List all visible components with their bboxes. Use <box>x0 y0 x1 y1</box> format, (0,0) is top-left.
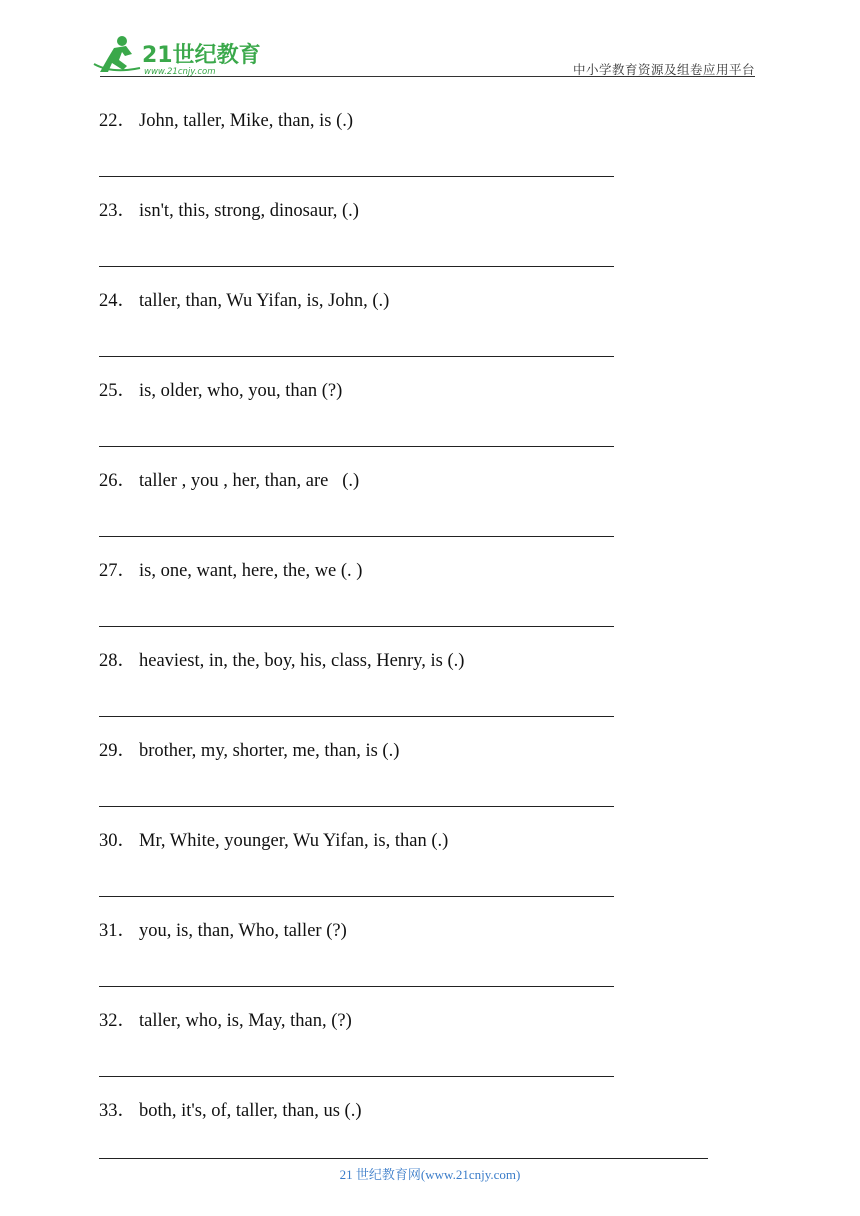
question-number: 29． <box>99 741 137 761</box>
runner-logo-icon <box>92 34 262 78</box>
question-list <box>99 108 719 1188</box>
question-item <box>99 648 719 738</box>
question-item <box>99 918 719 1008</box>
question-number: 27． <box>99 561 137 581</box>
question-text: is, older, who, you, than (?) <box>139 381 343 401</box>
question-number: 25． <box>99 381 137 401</box>
question-number: 33． <box>99 1101 137 1121</box>
answer-line[interactable] <box>99 446 614 447</box>
answer-line[interactable] <box>99 536 614 537</box>
logo-text: 21世纪教育 <box>142 43 261 68</box>
page-header <box>0 0 860 90</box>
question-text: taller, who, is, May, than, (?) <box>139 1011 352 1031</box>
question-number: 32． <box>99 1011 137 1031</box>
question-item <box>99 288 719 378</box>
question-item <box>99 378 719 468</box>
question-text: brother, my, shorter, me, than, is (.) <box>139 741 400 761</box>
answer-line[interactable] <box>99 356 614 357</box>
question-text: Mr, White, younger, Wu Yifan, is, than (.) <box>139 831 449 851</box>
question-text: both, it's, of, taller, than, us (.) <box>139 1101 362 1121</box>
answer-line[interactable] <box>99 1076 614 1077</box>
answer-line[interactable] <box>99 626 614 627</box>
question-item <box>99 738 719 828</box>
question-item <box>99 468 719 558</box>
header-divider <box>100 76 755 77</box>
question-item <box>99 558 719 648</box>
question-text: is, one, want, here, the, we (. ) <box>139 561 363 581</box>
question-item <box>99 198 719 288</box>
answer-line[interactable] <box>99 986 614 987</box>
answer-line[interactable] <box>99 806 614 807</box>
question-number: 22． <box>99 111 137 131</box>
logo-url: www.21cnjy.com <box>144 67 216 77</box>
footer-divider <box>99 1158 708 1159</box>
footer-link[interactable]: 21 世纪教育网(www.21cnjy.com) <box>339 1167 521 1182</box>
question-number: 30． <box>99 831 137 851</box>
answer-line[interactable] <box>99 266 614 267</box>
question-text: heaviest, in, the, boy, his, class, Henry, is (.) <box>139 651 465 671</box>
question-text: taller, than, Wu Yifan, is, John, (.) <box>139 291 390 311</box>
question-number: 31． <box>99 921 137 941</box>
answer-line[interactable] <box>99 896 614 897</box>
question-text: John, taller, Mike, than, is (.) <box>139 111 354 131</box>
question-text: you, is, than, Who, taller (?) <box>139 921 347 941</box>
question-text: isn't, this, strong, dinosaur, (.) <box>139 201 359 221</box>
platform-title: 中小学教育资源及组卷应用平台 <box>572 62 755 77</box>
logo <box>92 34 262 78</box>
question-number: 28． <box>99 651 137 671</box>
question-number: 26． <box>99 471 137 491</box>
question-number: 24． <box>99 291 137 311</box>
question-number: 23． <box>99 201 137 221</box>
question-text: taller , you , her, than, are (.) <box>139 471 360 491</box>
question-item <box>99 108 719 198</box>
answer-line[interactable] <box>99 716 614 717</box>
answer-line[interactable] <box>99 176 614 177</box>
question-item <box>99 1008 719 1098</box>
question-item <box>99 828 719 918</box>
